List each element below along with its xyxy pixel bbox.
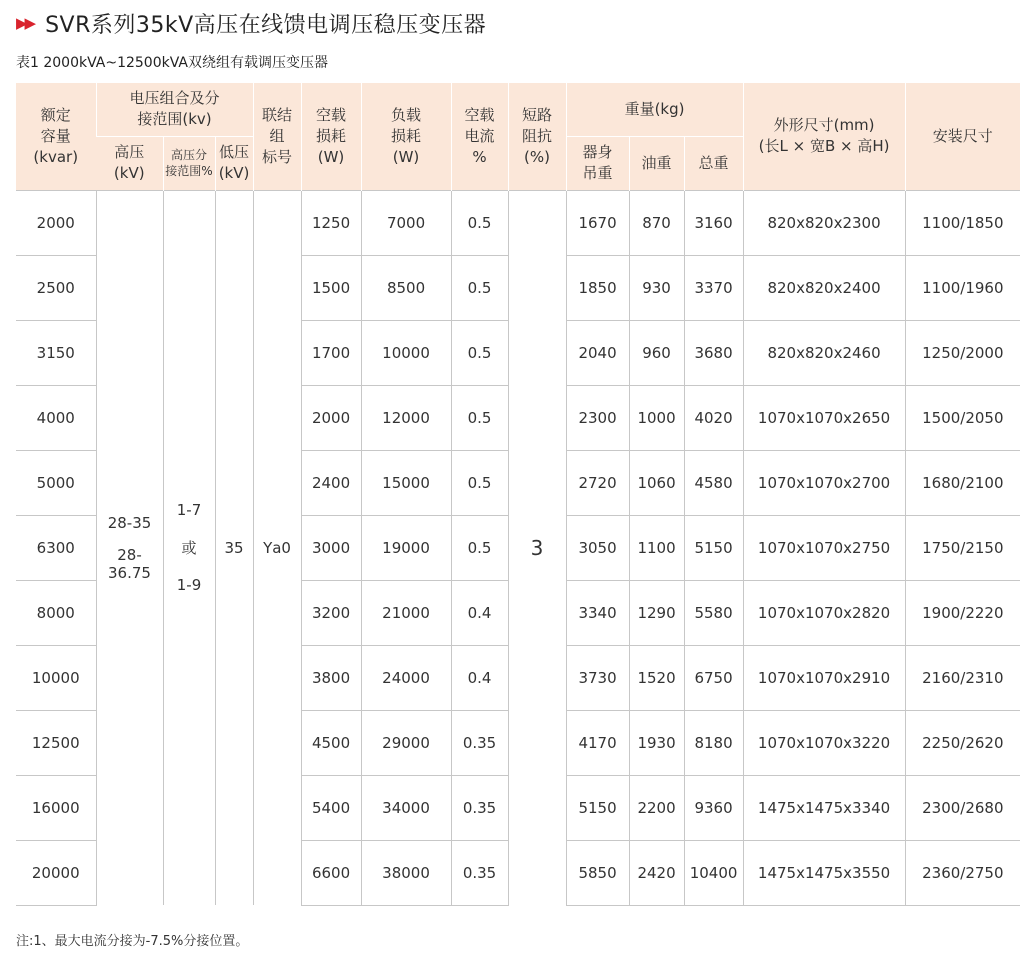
cell-no-load-current: 0.35 bbox=[451, 710, 508, 775]
cell-total-weight: 6750 bbox=[684, 645, 743, 710]
cell-vector-group-merged: Yа0 bbox=[253, 190, 301, 905]
header-line: 阻抗 bbox=[522, 126, 553, 145]
cell-no-load-loss: 1250 bbox=[301, 190, 361, 255]
cell-hv-merged bbox=[96, 190, 163, 905]
header-line: 高压 bbox=[114, 143, 145, 161]
cell-rated-capacity: 4000 bbox=[16, 385, 96, 450]
cell-install-size: 2300/2680 bbox=[905, 775, 1020, 840]
cell-oil-weight: 1100 bbox=[629, 515, 684, 580]
header-weight: 重量(kg) bbox=[566, 83, 743, 136]
cell-oil-weight: 930 bbox=[629, 255, 684, 320]
cell-no-load-loss: 3000 bbox=[301, 515, 361, 580]
cell-oil-weight: 1930 bbox=[629, 710, 684, 775]
cell-body-weight: 5150 bbox=[566, 775, 629, 840]
header-no-load-current bbox=[451, 83, 508, 190]
table-row bbox=[16, 190, 1020, 255]
title-text: SVR系列35kV高压在线馈电调压稳压变压器 bbox=[45, 12, 487, 38]
cell-no-load-current: 0.4 bbox=[451, 580, 508, 645]
cell-load-loss: 29000 bbox=[361, 710, 451, 775]
header-line: 外形尺寸(mm) bbox=[773, 116, 875, 135]
merged-value-stack bbox=[164, 501, 215, 594]
cell-load-loss: 38000 bbox=[361, 840, 451, 905]
cell-load-loss: 21000 bbox=[361, 580, 451, 645]
cell-body-weight: 2040 bbox=[566, 320, 629, 385]
cell-no-load-loss: 4500 bbox=[301, 710, 361, 775]
header-line: 损耗 bbox=[316, 126, 347, 145]
spec-table bbox=[16, 83, 1020, 906]
header-line: (kV) bbox=[218, 164, 250, 182]
cell-body-weight: 1850 bbox=[566, 255, 629, 320]
cell-no-load-loss: 3800 bbox=[301, 645, 361, 710]
cell-tap-range-merged bbox=[163, 190, 215, 905]
header-hv bbox=[96, 136, 163, 190]
cell-load-loss: 19000 bbox=[361, 515, 451, 580]
cell-install-size: 2250/2620 bbox=[905, 710, 1020, 775]
cell-load-loss: 7000 bbox=[361, 190, 451, 255]
cell-no-load-current: 0.35 bbox=[451, 775, 508, 840]
cell-install-size: 2160/2310 bbox=[905, 645, 1020, 710]
cell-oil-weight: 1290 bbox=[629, 580, 684, 645]
header-oil-weight: 油重 bbox=[629, 136, 684, 190]
cell-lv-merged: 35 bbox=[215, 190, 253, 905]
page-title bbox=[16, 6, 486, 40]
cell-oil-weight: 1000 bbox=[629, 385, 684, 450]
cell-load-loss: 8500 bbox=[361, 255, 451, 320]
cell-install-size: 1900/2220 bbox=[905, 580, 1020, 645]
merged-value-line: 1-7 bbox=[176, 501, 202, 520]
footnote: 注:1、最大电流分接为-7.5%分接位置。 bbox=[16, 934, 249, 949]
cell-install-size: 1750/2150 bbox=[905, 515, 1020, 580]
cell-body-weight: 3050 bbox=[566, 515, 629, 580]
cell-body-weight: 4170 bbox=[566, 710, 629, 775]
cell-dimensions: 1070x1070x2750 bbox=[743, 515, 905, 580]
header-line: % bbox=[472, 147, 487, 166]
header-lv bbox=[215, 136, 253, 190]
cell-no-load-current: 0.5 bbox=[451, 385, 508, 450]
cell-rated-capacity: 6300 bbox=[16, 515, 96, 580]
cell-dimensions: 1070x1070x2820 bbox=[743, 580, 905, 645]
cell-no-load-current: 0.35 bbox=[451, 840, 508, 905]
header-line: 低压 bbox=[219, 143, 250, 161]
header-total-weight: 总重 bbox=[684, 136, 743, 190]
cell-dimensions: 820x820x2300 bbox=[743, 190, 905, 255]
cell-no-load-current: 0.5 bbox=[451, 190, 508, 255]
cell-no-load-current: 0.5 bbox=[451, 515, 508, 580]
cell-load-loss: 10000 bbox=[361, 320, 451, 385]
header-dimensions bbox=[743, 83, 905, 190]
cell-total-weight: 3160 bbox=[684, 190, 743, 255]
header-line: 高压分 bbox=[170, 148, 207, 162]
header-install-size: 安装尺寸 bbox=[905, 83, 1020, 190]
cell-rated-capacity: 16000 bbox=[16, 775, 96, 840]
cell-no-load-loss: 3200 bbox=[301, 580, 361, 645]
header-line: 电压组合及分 bbox=[129, 89, 220, 108]
header-line: 吊重 bbox=[582, 164, 613, 182]
double-arrow-icon: ▶▶ bbox=[16, 14, 34, 32]
cell-no-load-loss: 2400 bbox=[301, 450, 361, 515]
cell-install-size: 1500/2050 bbox=[905, 385, 1020, 450]
cell-total-weight: 3370 bbox=[684, 255, 743, 320]
cell-no-load-current: 0.5 bbox=[451, 255, 508, 320]
header-rated-capacity bbox=[16, 83, 96, 190]
merged-value-stack bbox=[97, 514, 163, 582]
cell-rated-capacity: 12500 bbox=[16, 710, 96, 775]
header-line: 空载 bbox=[464, 105, 495, 124]
cell-total-weight: 5580 bbox=[684, 580, 743, 645]
header-line: 短路 bbox=[522, 105, 553, 124]
header-no-load-loss bbox=[301, 83, 361, 190]
cell-dimensions: 820x820x2400 bbox=[743, 255, 905, 320]
cell-install-size: 2360/2750 bbox=[905, 840, 1020, 905]
cell-oil-weight: 2200 bbox=[629, 775, 684, 840]
header-line: (%) bbox=[524, 147, 551, 166]
header-line: 容量 bbox=[40, 126, 71, 145]
cell-body-weight: 3730 bbox=[566, 645, 629, 710]
cell-no-load-current: 0.5 bbox=[451, 320, 508, 385]
cell-load-loss: 24000 bbox=[361, 645, 451, 710]
table-header bbox=[16, 83, 1020, 190]
cell-oil-weight: 2420 bbox=[629, 840, 684, 905]
cell-body-weight: 2300 bbox=[566, 385, 629, 450]
header-line: 标号 bbox=[262, 147, 293, 166]
cell-rated-capacity: 10000 bbox=[16, 645, 96, 710]
cell-dimensions: 1070x1070x2700 bbox=[743, 450, 905, 515]
header-line: (W) bbox=[392, 147, 420, 166]
cell-oil-weight: 1520 bbox=[629, 645, 684, 710]
table-caption: 表1 2000kVA~12500kVA双绕组有载调压变压器 bbox=[16, 55, 328, 71]
header-line: 空载 bbox=[316, 105, 347, 124]
header-line: (长L × 宽B × 高H) bbox=[758, 137, 890, 156]
cell-rated-capacity: 20000 bbox=[16, 840, 96, 905]
cell-dimensions: 1475x1475x3340 bbox=[743, 775, 905, 840]
cell-install-size: 1100/1850 bbox=[905, 190, 1020, 255]
cell-load-loss: 15000 bbox=[361, 450, 451, 515]
cell-total-weight: 4020 bbox=[684, 385, 743, 450]
merged-value-line: 1-9 bbox=[176, 576, 202, 595]
cell-total-weight: 8180 bbox=[684, 710, 743, 775]
header-voltage-combo bbox=[96, 83, 253, 136]
header-line: (kV) bbox=[113, 164, 145, 182]
header-line: 额定 bbox=[40, 105, 71, 124]
cell-no-load-loss: 1500 bbox=[301, 255, 361, 320]
header-impedance bbox=[508, 83, 566, 190]
cell-rated-capacity: 2000 bbox=[16, 190, 96, 255]
cell-dimensions: 1475x1475x3550 bbox=[743, 840, 905, 905]
cell-no-load-loss: 2000 bbox=[301, 385, 361, 450]
cell-oil-weight: 960 bbox=[629, 320, 684, 385]
cell-body-weight: 3340 bbox=[566, 580, 629, 645]
cell-rated-capacity: 5000 bbox=[16, 450, 96, 515]
header-load-loss bbox=[361, 83, 451, 190]
cell-total-weight: 4580 bbox=[684, 450, 743, 515]
header-line: 器身 bbox=[582, 143, 613, 161]
cell-no-load-loss: 1700 bbox=[301, 320, 361, 385]
header-line: (kvar) bbox=[33, 147, 79, 166]
cell-impedance-merged: 3 bbox=[508, 190, 566, 905]
cell-no-load-current: 0.5 bbox=[451, 450, 508, 515]
cell-rated-capacity: 2500 bbox=[16, 255, 96, 320]
header-tap-range bbox=[163, 136, 215, 190]
header-line: 损耗 bbox=[391, 126, 422, 145]
cell-body-weight: 2720 bbox=[566, 450, 629, 515]
table-body bbox=[16, 190, 1020, 905]
cell-dimensions: 820x820x2460 bbox=[743, 320, 905, 385]
header-line: 联结 bbox=[262, 105, 293, 124]
cell-no-load-loss: 5400 bbox=[301, 775, 361, 840]
header-line: 接范围(kv) bbox=[137, 110, 212, 129]
cell-total-weight: 10400 bbox=[684, 840, 743, 905]
cell-rated-capacity: 3150 bbox=[16, 320, 96, 385]
cell-oil-weight: 870 bbox=[629, 190, 684, 255]
cell-install-size: 1100/1960 bbox=[905, 255, 1020, 320]
merged-value-line: 28-36.75 bbox=[108, 545, 151, 582]
header-line: 组 bbox=[269, 126, 285, 145]
cell-oil-weight: 1060 bbox=[629, 450, 684, 515]
header-body-weight bbox=[566, 136, 629, 190]
cell-dimensions: 1070x1070x3220 bbox=[743, 710, 905, 775]
cell-no-load-loss: 6600 bbox=[301, 840, 361, 905]
header-line: 负载 bbox=[391, 105, 422, 124]
cell-dimensions: 1070x1070x2910 bbox=[743, 645, 905, 710]
cell-dimensions: 1070x1070x2650 bbox=[743, 385, 905, 450]
cell-load-loss: 12000 bbox=[361, 385, 451, 450]
cell-total-weight: 5150 bbox=[684, 515, 743, 580]
cell-install-size: 1250/2000 bbox=[905, 320, 1020, 385]
cell-install-size: 1680/2100 bbox=[905, 450, 1020, 515]
cell-total-weight: 3680 bbox=[684, 320, 743, 385]
header-line: 接范围% bbox=[165, 164, 213, 178]
cell-rated-capacity: 8000 bbox=[16, 580, 96, 645]
header-vector-group bbox=[253, 83, 301, 190]
merged-value-line: 或 bbox=[181, 539, 197, 558]
merged-value-line: 28-35 bbox=[107, 513, 152, 532]
cell-no-load-current: 0.4 bbox=[451, 645, 508, 710]
cell-total-weight: 9360 bbox=[684, 775, 743, 840]
header-line: 电流 bbox=[464, 126, 495, 145]
cell-body-weight: 5850 bbox=[566, 840, 629, 905]
header-line: (W) bbox=[317, 147, 345, 166]
cell-body-weight: 1670 bbox=[566, 190, 629, 255]
cell-load-loss: 34000 bbox=[361, 775, 451, 840]
